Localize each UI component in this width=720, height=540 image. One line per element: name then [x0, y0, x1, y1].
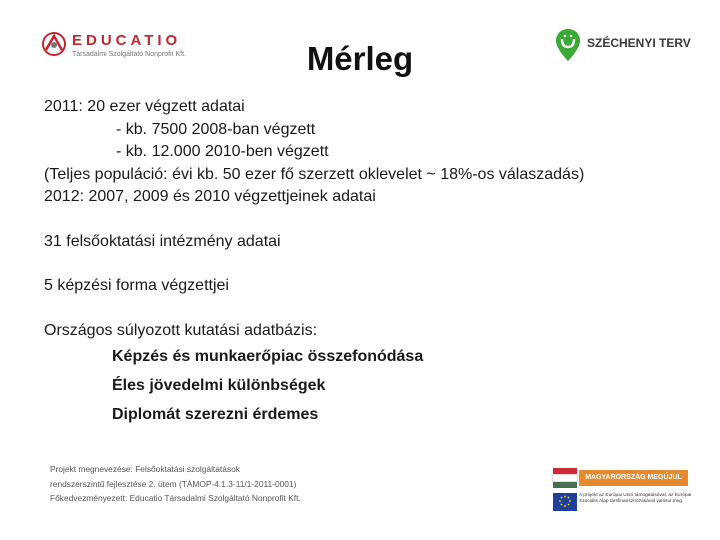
szechenyi-name: SZÉCHENYI TERV [587, 36, 691, 50]
slide-body [44, 96, 704, 429]
database-item: Éles jövedelmi különbségek [112, 377, 326, 394]
footer-line: rendszerszintű fejlesztése 2. ütem (TÁMOP-4.1.3-11/1-2011-0001) [50, 478, 297, 489]
body-line: 2011: 20 ezer végzett adatai [44, 98, 245, 115]
database-heading: Országos súlyozott kutatási adatbázis: [44, 321, 318, 339]
eu-badge [553, 493, 693, 517]
body-line: (Teljes populáció: évi kb. 50 ezer fő szerzett oklevelet ~ 18%-os válaszadás) [44, 165, 585, 183]
footer-line: Főkedvezményezett: Educatio Társadalmi Szolgáltató Nonprofit Kft. [50, 493, 301, 503]
eu-flag-icon [553, 493, 577, 511]
institutions-line: 31 felsőoktatási intézmény adatai [44, 232, 281, 250]
forms-line: 5 képzési forma végzettjei [44, 277, 229, 294]
database-item: Képzés és munkaerőpiac összefonódása [112, 348, 424, 365]
body-subline: - kb. 7500 2008-ban végzett [116, 120, 316, 138]
body-subline: - kb. 12.000 2010-ben végzett [116, 143, 329, 160]
educatio-name: EDUCATIO [72, 32, 182, 49]
hungarian-flag-icon [553, 468, 577, 488]
eu-funding-text: A projekt az Európai Unió támogatásával, az Európai Szociális Alap társfinanszírozásával valósul meg. [579, 493, 692, 504]
footer-line: Projekt megnevezése: Felsőoktatási szolgáltatások [50, 464, 240, 474]
slide-title: Mérleg [306, 40, 414, 77]
hu-banner-text: MAGYARORSZÁG MEGÚJUL [579, 470, 688, 486]
body-line: 2012: 2007, 2009 és 2010 végzettjeinek adatai [44, 188, 376, 205]
hungary-renewal-badge [553, 468, 688, 488]
database-item: Diplomát szerezni érdemes [112, 406, 319, 423]
educatio-subtitle: Társadalmi Szolgáltató Nonprofit Kft. [72, 51, 186, 58]
project-footer [50, 462, 301, 506]
